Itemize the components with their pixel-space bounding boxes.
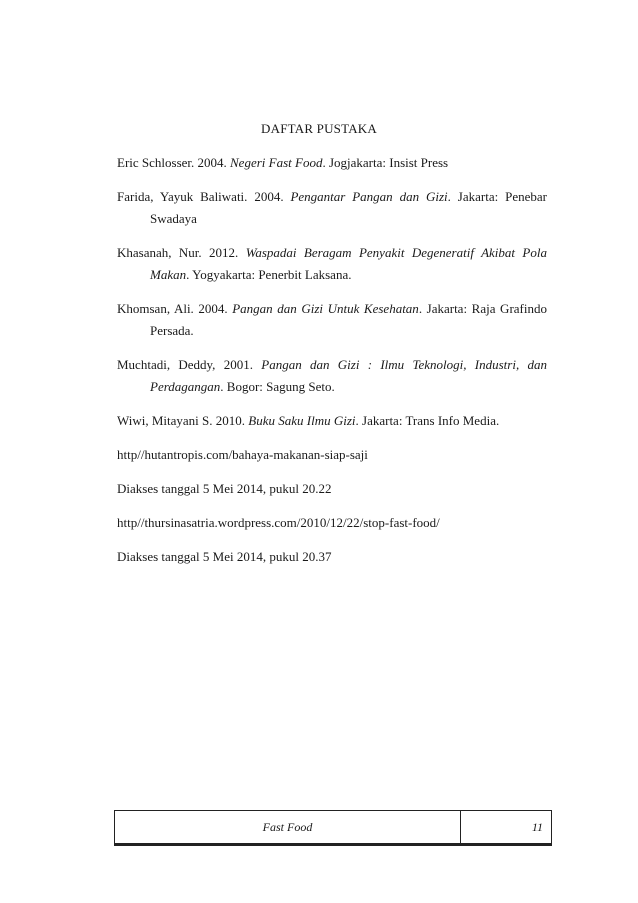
reference-author-year: Farida, Yayuk Baliwati. 2004. (117, 189, 291, 204)
reference-title: Buku Saku Ilmu Gizi (248, 413, 356, 428)
reference-title: Negeri Fast Food (230, 155, 323, 170)
reference-item (117, 152, 547, 174)
reference-url (117, 512, 547, 534)
reference-publisher: . Jakarta: Trans Info Media. (355, 413, 500, 428)
reference-access-date-text: Diakses tanggal 5 Mei 2014, pukul 20.22 (117, 481, 332, 496)
reference-list (117, 152, 547, 580)
reference-access-date (117, 546, 547, 568)
reference-item (117, 298, 547, 342)
reference-author-year: Khomsan, Ali. 2004. (117, 301, 233, 316)
reference-item (117, 410, 547, 432)
reference-author-year: Wiwi, Mitayani S. 2010. (117, 413, 249, 428)
reference-title: Pangan dan Gizi Untuk Kesehatan (232, 301, 419, 316)
reference-access-date-text: Diakses tanggal 5 Mei 2014, pukul 20.37 (117, 549, 332, 564)
reference-url-text: http//thursinasatria.wordpress.com/2010/12/22/stop-fast-food/ (117, 515, 440, 530)
reference-title: Pangan dan Gizi : Ilmu Teknologi, Industri, dan Perdagangan (150, 357, 547, 394)
reference-title: Waspadai Beragam Penyakit Degeneratif Akibat Pola Makan (150, 245, 547, 282)
reference-author-year: Eric Schlosser. 2004. (117, 155, 231, 170)
footer-title: Fast Food (115, 811, 461, 843)
reference-title: Pengantar Pangan dan Gizi (290, 189, 448, 204)
reference-publisher: . Yogyakarta: Penerbit Laksana. (186, 267, 352, 282)
reference-publisher: . Jakarta: Penebar Swadaya (150, 189, 547, 226)
reference-author-year: Khasanah, Nur. 2012. (117, 245, 246, 260)
reference-url (117, 444, 547, 466)
reference-publisher: . Jogjakarta: Insist Press (322, 155, 449, 170)
reference-publisher: . Bogor: Sagung Seto. (220, 379, 335, 394)
reference-item (117, 186, 547, 230)
page-footer (114, 810, 552, 846)
page-number: 11 (531, 819, 543, 834)
reference-url-text: http//hutantropis.com/bahaya-makanan-siap-saji (117, 447, 368, 462)
reference-item (117, 242, 547, 286)
page-title: DAFTAR PUSTAKA (261, 121, 377, 136)
reference-item (117, 354, 547, 398)
reference-author-year: Muchtadi, Deddy, 2001. (117, 357, 262, 372)
reference-access-date (117, 478, 547, 500)
reference-publisher: . Jakarta: Raja Grafindo Persada. (150, 301, 547, 338)
